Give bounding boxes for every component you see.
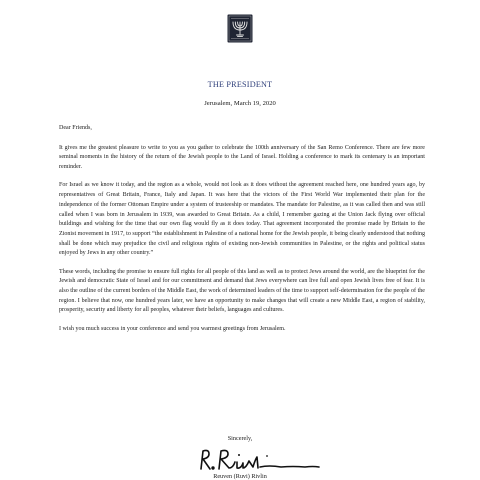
- menorah-emblem-icon: [227, 14, 253, 43]
- paragraph-3: These words, including the promise to ensure full rights for all people of this land as well as to protect Jews around the world, are the blueprint for the Jewish and democratic State of Israel and for our commitment and demand that Jews everywhere can live full and open Jewish lives free of fear. It is also the outline of the current borders of the Middle East, the work of determined leaders of the time to support self-determination for the people of the region. I believe that now, one hundred years later, we have an opportunity to make changes that will create a new Middle East, a region of stability, prosperity, security and liberty for all peoples, whatever their beliefs, languages and cultures.: [59, 268, 425, 314]
- handwritten-signature: [197, 446, 323, 472]
- signer-name: Reuven (Ruvi) Rivlin: [213, 473, 267, 480]
- letterhead-title: THE PRESIDENT: [207, 80, 273, 89]
- salutation: Dear Friends,: [59, 125, 92, 131]
- paragraph-4: I wish you much success in your conference and send you warmest greetings from Jerusalem.: [59, 325, 286, 332]
- dateline: Jerusalem, March 19, 2020: [204, 100, 276, 107]
- letter-body: [59, 124, 425, 343]
- paragraph-2: For Israel as we know it today, and the region as a whole, would not look as it does without the agreement reached here, one hundred years ago, by representatives of Great Britain, France, Italy and Japan. It was here that the victors of the First World War implemented their plan for the independence of the former Ottoman Empire under a system of trusteeship or mandates. The mandate for Palestine, as it was called then and was still called when I was born in Jerusalem in 1939, was awarded to Great Britain. As a child, I remember gazing at the Union Jack flying over official buildings and wishing for the time that our own flag would fly as it does today. That agreement incorporated the promise made by Britain to the Zionist movement in 1917, to support “the establishment in Palestine of a national home for the Jewish people, it being clearly understood that nothing shall be done which may prejudice the civil and religious rights of existing non-Jewish communities in Palestine, or the rights and political status enjoyed by Jews in any other country.”: [59, 182, 425, 257]
- paragraph-1: It gives me the greatest pleasure to write to you as you gather to celebrate the 100th anniversary of the San Remo Conference. There are few more seminal moments in the history of the return of the Jewish people to the Land of Israel. Holding a conference to mark its centenary is an important reminder.: [59, 144, 425, 171]
- closing: Sincerely,: [227, 435, 253, 442]
